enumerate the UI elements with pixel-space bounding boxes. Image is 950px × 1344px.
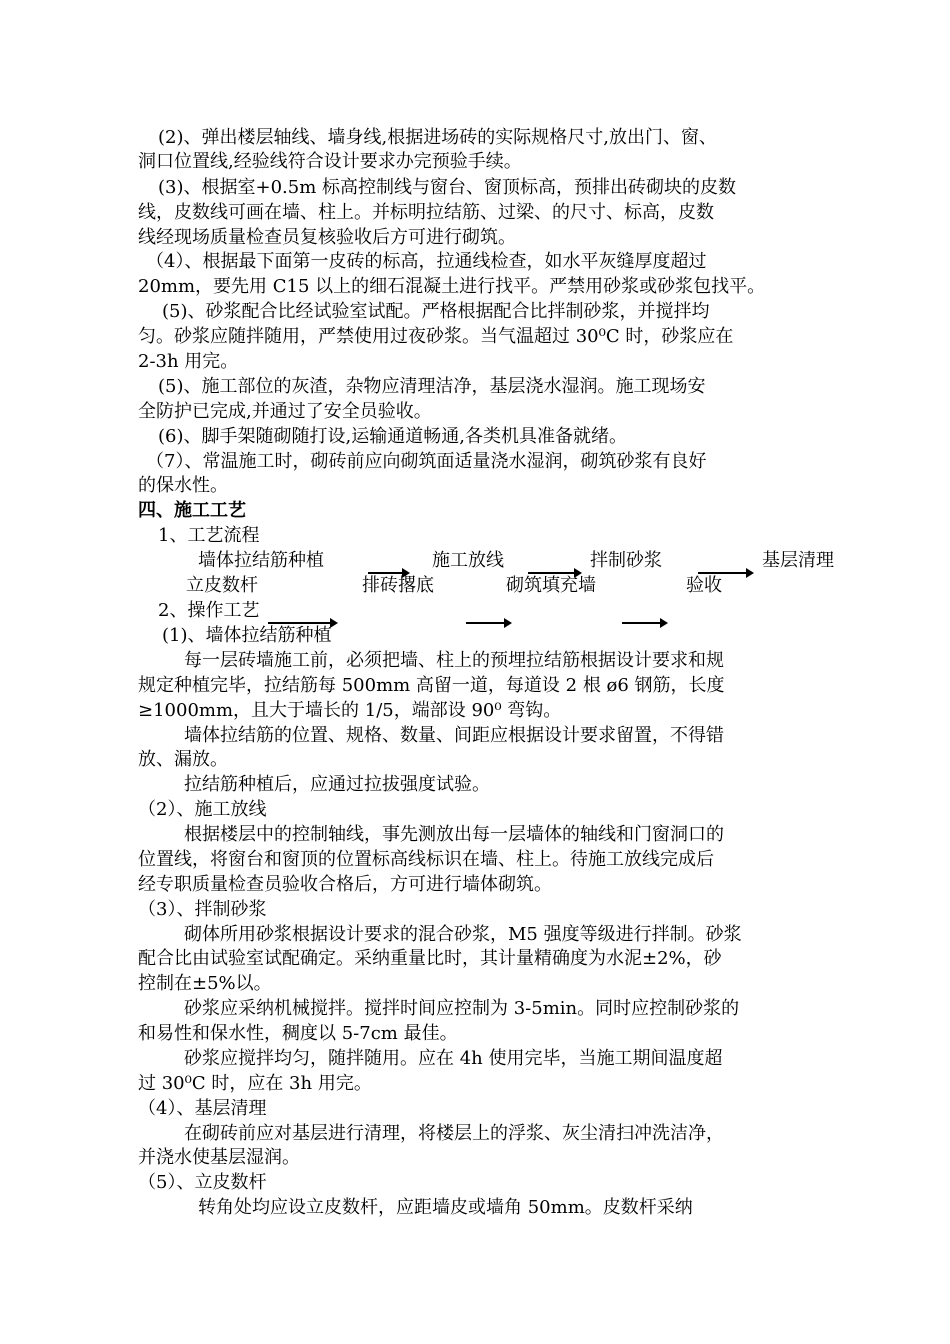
flow-arrow — [698, 572, 752, 574]
text-line: （4）、根据最下面第一皮砖的标高，拉通线检查，如水平灰缝厚度超过 — [146, 251, 707, 272]
section-heading: 四、施工工艺 — [138, 500, 246, 521]
text-line: 20mm，要先用 C15 以上的细石混凝土进行找平。严禁用砂浆或砂浆包找平。 — [138, 276, 766, 297]
flow-step: 拌制砂浆 — [590, 550, 662, 571]
text-line: 匀。砂浆应随拌随用，严禁使用过夜砂浆。当气温超过 30⁰C 时，砂浆应在 — [138, 326, 734, 347]
text-line: 和易性和保水性，稠度以 5-7cm 最佳。 — [138, 1023, 458, 1044]
subsection-heading: （5）、立皮数杆 — [138, 1172, 267, 1193]
text-line: 线经现场质量检查员复核验收后方可进行砌筑。 — [138, 227, 516, 248]
text-line: (5)、施工部位的灰渣，杂物应清理洁净，基层浇水湿润。施工现场安 — [158, 376, 706, 397]
flow-step: 墙体拉结筋种植 — [198, 550, 324, 571]
flow-step: 施工放线 — [432, 550, 504, 571]
text-line: 放、漏放。 — [138, 749, 228, 770]
flow-arrow — [368, 572, 408, 574]
text-line: 洞口位置线,经验线符合设计要求办完预验手续。 — [138, 151, 522, 172]
text-line: ≥1000mm，且大于墙长的 1/5，端部设 90⁰ 弯钩。 — [138, 700, 562, 721]
text-line: (3)、根据室+0.5m 标高控制线与窗台、窗顶标高，预排出砖砌块的皮数 — [158, 177, 736, 198]
text-line: 规定种植完毕，拉结筋每 500mm 高留一道，每道设 2 根 ø6 钢筋，长度 — [138, 675, 725, 696]
text-line: 经专职质量检查员验收合格后，方可进行墙体砌筑。 — [138, 874, 552, 895]
text-line: 每一层砖墙施工前，必须把墙、柱上的预埋拉结筋根据设计要求和规 — [184, 650, 724, 671]
text-line: (6)、脚手架随砌随打设,运输通道畅通,各类机具准备就绪。 — [158, 426, 627, 447]
text-line: (2)、弹出楼层轴线、墙身线,根据进场砖的实际规格尺寸,放出门、窗、 — [158, 127, 717, 148]
text-line: 转角处均应设立皮数杆，应距墙皮或墙角 50mm。皮数杆采纳 — [198, 1197, 693, 1218]
text-line: 根据楼层中的控制轴线，事先测放出每一层墙体的轴线和门窗洞口的 — [184, 824, 724, 845]
flow-step: 排砖撂底 — [362, 575, 434, 596]
text-line: (5)、砂浆配合比经试验室试配。严格根据配合比拌制砂浆，并搅拌均 — [162, 301, 710, 322]
flow-step: 验收 — [686, 575, 722, 596]
text-line: 拉结筋种植后，应通过拉拔强度试验。 — [184, 774, 490, 795]
subsection-heading: 2、操作工艺 — [158, 600, 260, 621]
subsection-heading: 1、工艺流程 — [158, 525, 260, 546]
subsection-heading: （2）、施工放线 — [138, 799, 267, 820]
text-line: 控制在±5%以。 — [138, 973, 272, 994]
text-line: 2-3h 用完。 — [138, 351, 239, 372]
flow-arrow — [622, 622, 666, 624]
text-line: 砂浆应采纳机械搅拌。搅拌时间应控制为 3-5min。同时应控制砂浆的 — [184, 998, 740, 1019]
text-line: 位置线，将窗台和窗顶的位置标高线标识在墙、柱上。待施工放线完成后 — [138, 849, 714, 870]
text-line: 墙体拉结筋的位置、规格、数量、间距应根据设计要求留置，不得错 — [184, 725, 724, 746]
text-line: 并浇水使基层湿润。 — [138, 1147, 300, 1168]
text-line: 的保水性。 — [138, 475, 228, 496]
text-line: 配合比由试验室试配确定。采纳重量比时，其计量精确度为水泥±2%，砂 — [138, 948, 722, 969]
flow-arrow — [466, 622, 510, 624]
text-line: 过 30⁰C 时，应在 3h 用完。 — [138, 1073, 372, 1094]
flow-arrow — [528, 572, 580, 574]
flow-step: 基层清理 — [762, 550, 834, 571]
subsection-heading: （3）、拌制砂浆 — [138, 899, 267, 920]
text-line: 砌体所用砂浆根据设计要求的混合砂浆，M5 强度等级进行拌制。砂浆 — [184, 924, 742, 945]
text-line: 在砌砖前应对基层进行清理，将楼层上的浮浆、灰尘清扫冲洗洁净， — [184, 1123, 724, 1144]
text-line: (1)、墙体拉结筋种植 — [162, 625, 332, 646]
flow-step: 立皮数杆 — [186, 575, 258, 596]
flow-step: 砌筑填充墙 — [506, 575, 596, 596]
text-line: 砂浆应搅拌均匀，随拌随用。应在 4h 使用完毕，当施工期间温度超 — [184, 1048, 723, 1069]
text-line: 全防护已完成,并通过了安全员验收。 — [138, 401, 432, 422]
subsection-heading: （4）、基层清理 — [138, 1098, 267, 1119]
text-line: （7）、常温施工时，砌砖前应向砌筑面适量浇水湿润，砌筑砂浆有良好 — [146, 451, 707, 472]
text-line: 线，皮数线可画在墙、柱上。并标明拉结筋、过梁、的尺寸、标高，皮数 — [138, 202, 714, 223]
